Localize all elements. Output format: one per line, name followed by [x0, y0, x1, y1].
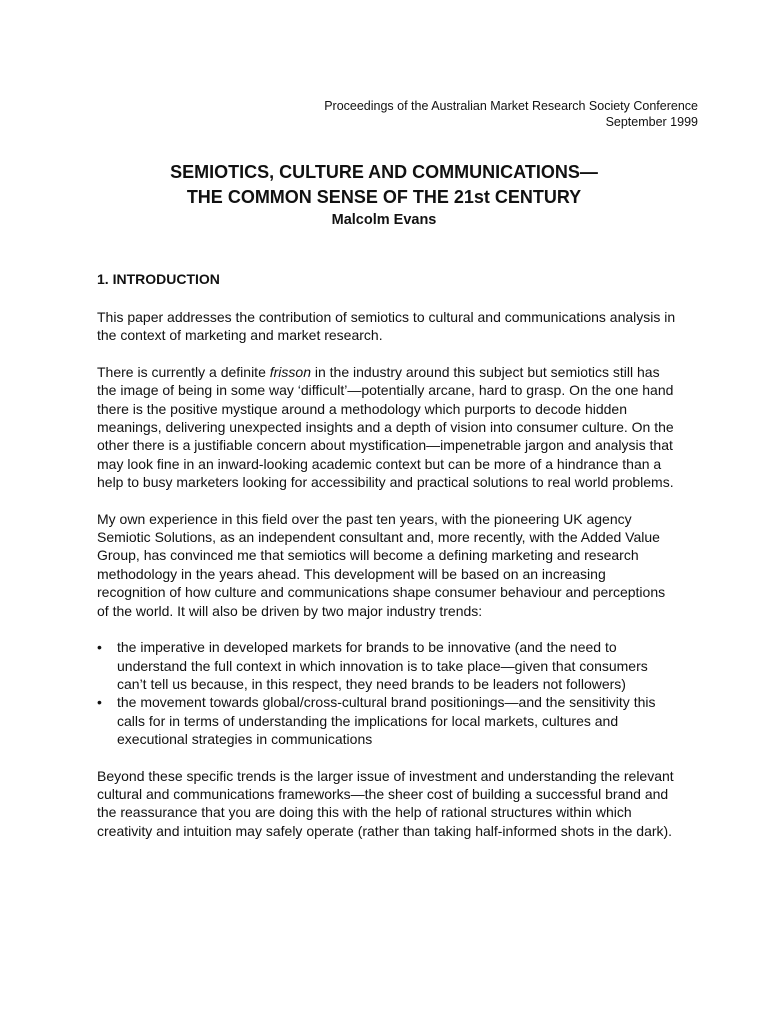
bullet-icon: • — [97, 639, 102, 656]
body-content — [97, 270, 677, 858]
paragraph-4: Beyond these specific trends is the larger issue of investment and understanding the relevant cultural and communications frameworks—the sheer cost of building a successful brand and the reassurance that you are doing this with the help of rational structures within which creativity and intuition may safely operate (rather than taking half-informed shots in the dark). — [97, 767, 674, 839]
paragraph-2-start: There is currently a definite — [97, 363, 270, 380]
title-block — [0, 160, 768, 230]
list-item — [97, 638, 677, 693]
bullet-list — [97, 638, 677, 748]
paragraph-2 — [97, 363, 677, 492]
conference-name: Proceedings of the Australian Market Research Society Conference — [324, 99, 698, 113]
paper-title-line-2: THE COMMON SENSE OF THE 21st CENTURY — [186, 187, 582, 207]
list-item — [97, 693, 677, 748]
italic-term: frisson — [269, 363, 311, 380]
list-item-text: the movement towards global/cross-cultural brand positionings—and the sensitivity this calls for in terms of understanding the implications for local markets, cultures and executional strategies in communications — [117, 694, 656, 748]
bullet-icon: • — [97, 694, 102, 711]
paper-title-line-1: SEMIOTICS, CULTURE AND COMMUNICATIONS— — [170, 162, 598, 182]
section-heading: 1. INTRODUCTION — [97, 271, 220, 287]
paragraph-3: My own experience in this field over the past ten years, with the pioneering UK agency Semiotic Solutions, as an independent consultant and, more recently, with the Added Value Group, has convinced me that semiotics will become a defining marketing and research methodology in the years ahead. This development will be based on an increasing recognition of how culture and communications shape consumer behaviour and perceptions of the world. It will also be driven by two major industry trends: — [97, 510, 666, 619]
list-item-text: the imperative in developed markets for brands to be innovative (and the need to understand the full context in which innovation is to take place—given that consumers can’t tell us because, in this respect, they need brands to be leaders not followers) — [117, 639, 648, 692]
paragraph-2-end: in the industry around this subject but semiotics still has the image of being in some way ‘difficult’—potentially arcane, hard to grasp. On the one hand there is the positive mystique around a methodology which purports to decode hidden meanings, delivering unexpected insights and a depth of vision into consumer culture. On the other there is a justifiable concern about mystification—impenetrable jargon and analysis that may look fine in an inward-looking academic context but can be more of a hindrance than a help to busy marketers looking for accessibility and practical solutions to real world problems. — [97, 363, 674, 491]
paragraph-1: This paper addresses the contribution of semiotics to cultural and communications analysis in the context of marketing and market research. — [97, 309, 676, 344]
conference-date: September 1999 — [605, 115, 698, 129]
author-name: Malcolm Evans — [331, 212, 437, 228]
conference-note — [324, 98, 698, 130]
